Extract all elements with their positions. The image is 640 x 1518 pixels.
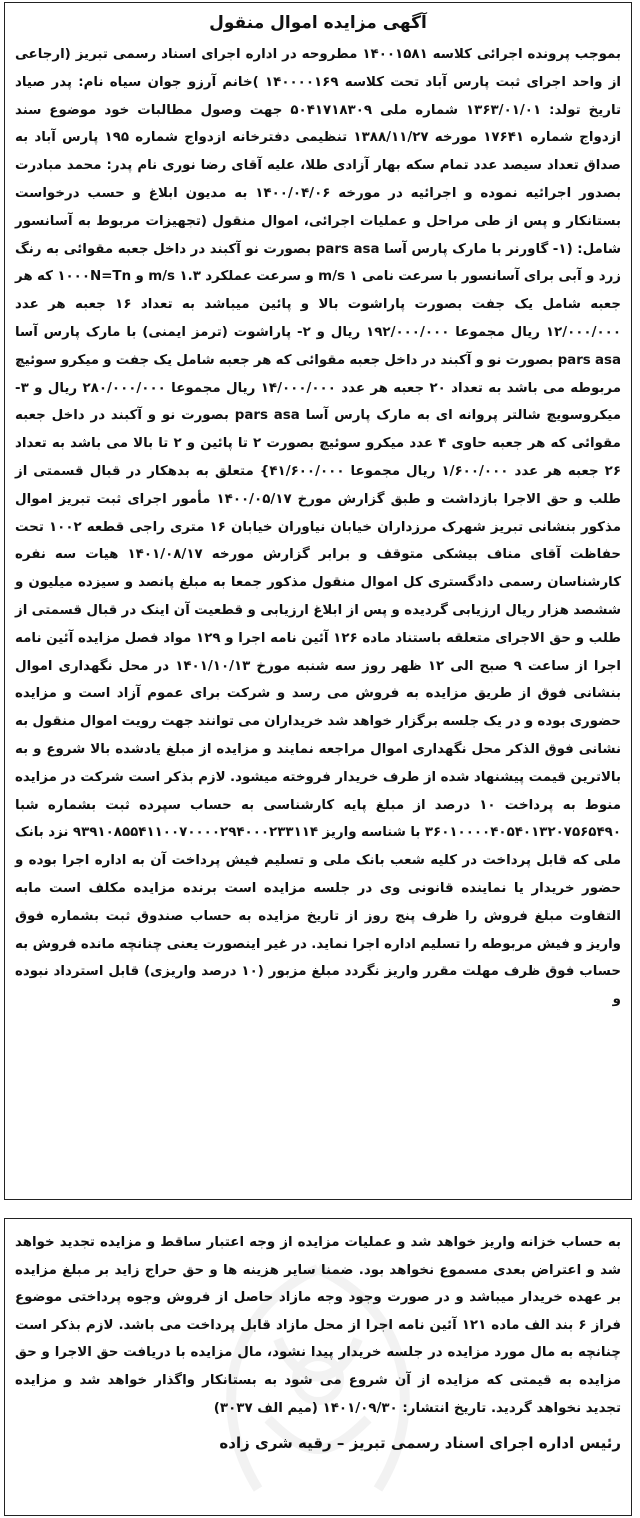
notice-body: بموجب پرونده اجرائی کلاسه ۱۴۰۰۱۵۸۱ مطروحه در اداره اجرای اسناد رسمی تبریز (ارجاعی از واحد اجرای ثبت پارس آباد تحت کلاسه ۱۴۰۰۰۰۱۶۹ )خانم آرزو جوان سیاه نام: پدر صیاد تاریخ تولد: ۱۳۶۳/۰۱/۰۱ شماره ملی ۵۰۴۱۷۱۸۳۰۹ جهت وصول مطالبات خود موضوع سند ازدواج شماره ۱۷۶۴۱ مورخه ۱۳۸۸/۱۱/۲۷ تنظیمی دفترخانه ازدواج شماره ۱۹۵ پارس آباد به صداق تعداد سیصد عدد تمام سکه بهار آزادی طلا، علیه آقای رضا نوری نام پدر: محمد مبادرت بصدور اجرائیه نموده و اجرائیه در مورخه ۱۴۰۰/۰۴/۰۶ به مدیون ابلاغ و حسب درخواست بستانکار و پس از طی مراحل و عملیات اجرائی، اموال منقول (تجهیزات مربوط به آسانسور شامل: (۱- گاورنر با مارک پارس آسا pars asa بصورت نو آکبند در داخل جعبه مقوائی به رنگ زرد و آبی برای آسانسور با سرعت نامی ۱ m/s و سرعت عملکرد ۱.۳ m/s و ۱۰۰۰N=Tn که هر جعبه شامل یک جفت بصورت پاراشوت بالا و پائین میباشد به تعداد ۱۶ جعبه هر عدد ۱۲/۰۰۰/۰۰۰ ریال مجموعا ۱۹۲/۰۰۰/۰۰۰ ریال و ۲- پاراشوت (ترمز ایمنی) با مارک پارس آسا pars asa بصورت نو و آکبند در داخل جعبه مقوائی که هر جعبه شامل یک جفت و میکرو سوئیچ مربوطه می باشد به تعداد ۲۰ جعبه هر عدد ۱۴/۰۰۰/۰۰۰ ریال مجموعا ۲۸۰/۰۰۰/۰۰۰ ریال و ۳- میکروسویچ شالتر پروانه ای به مارک پارس آسا pars asa بصورت نو و آکبند در داخل جعبه مقوائی که هر جعبه حاوی ۴ عدد میکرو سوئیچ بصورت ۲ تا پائین و ۲ تا بالا می باشد به تعداد ۲۶ جعبه هر عدد ۱/۶۰۰/۰۰۰ ریال مجموعا ۴۱/۶۰۰/۰۰۰} متعلق به بدهکار در قبال قسمتی از طلب و حق الاجرا بازداشت و طبق گزارش مورخ ۱۴۰۰/۰۵/۱۷ مأمور اجرای ثبت تبریز اموال مذکور بنشانی تبریز شهرک مرزداران خیابان نیاوران خیابان ۱۶ متری راجی قطعه ۱۰۰۲ تحت حفاظت آقای مناف بیشکی متوقف و برابر گزارش مورخه ۱۴۰۱/۰۸/۱۷ هیات سه نفره کارشناسان رسمی دادگستری کل اموال منقول مذکور جمعا به مبلغ پانصد و سیزده میلیون و ششصد هزار ریال ارزیابی گردیده و پس از ابلاغ ارزیابی و قطعیت آن اینک در قبال قسمتی از طلب و حق الاجرای متعلقه باستناد ماده ۱۲۶ آئین نامه اجرا و ۱۲۹ مواد فصل مزایده آئین نامه اجرا از ساعت ۹ صبح الی ۱۲ ظهر روز سه شنبه مورخ ۱۴۰۱/۱۰/۱۳ در محل نگهداری اموال بنشانی فوق از طریق مزایده به فروش می رسد و شرکت برای عموم آزاد است و مزایده حضوری بوده و در یک جلسه برگزار خواهد شد خریداران می توانند جهت رویت اموال منقول به نشانی فوق الذکر محل نگهداری اموال مراجعه نمایند و مزایده از مبلغ یادشده بالا شروع و به بالاترین قیمت پیشنهاد شده از طرف خریدار فروخته میشود. لازم بذکر است شرکت در مزایده منوط به پرداخت ۱۰ درصد از مبلغ پایه کارشناسی به حساب سپرده ثبت بشماره شبا ۳۶۰۱۰۰۰۰۴۰۵۴۰۱۳۲۰۷۵۶۵۴۹۰ با شناسه واریز ۹۳۹۱۰۸۵۵۴۱۱۰۰۷۰۰۰۰۲۹۴۰۰۰۲۳۳۱۱۴ نزد بانک ملی که قابل پرداخت در کلیه شعب بانک ملی و تسلیم فیش پرداخت آن به اداره اجرا بوده و حضور خریدار یا نماینده قانونی وی در جلسه مزایده است برنده مزایده مکلف است مابه التفاوت مبلغ فروش را ظرف پنج روز از تاریخ مزایده به حساب صندوق ثبت بشماره فوق واریز و فیش مربوطه را تسلیم اداره اجرا نماید. در غیر اینصورت یعنی چنانچه مانده فروش به حساب فوق ظرف مهلت مقرر واریز نگردد مبلغ مزبور (۱۰ درصد واریزی) قابل استرداد نبوده و [15,47,622,1008]
auction-notice-box [4,2,632,1200]
notice-title: آگهی مزایده اموال منقول [209,13,427,33]
notice-continuation-box [4,1218,632,1516]
continuation-body: به حساب خزانه واریز خواهد شد و عملیات مزایده از وجه اعتبار ساقط و مزایده تجدید خواهد شد و اعتراض بعدی مسموع نخواهد بود. ضمنا سایر هزینه ها و حق حراج زاید بر مبلغ مزایده بر عهده خریدار میباشد و در صورت وجود وجه مازاد حاصل از فروش وجوه پرداختی موضوع فراز ۶ بند الف ماده ۱۲۱ آئین نامه اجرا از محل مازاد قابل پرداخت می باشد. لازم بذکر است چنانچه به مال مورد مزایده در جلسه خریدار پیدا نشود، مال مزایده با دریافت حق الاجرا و حق مزایده به قیمتی که مزایده از آن شروع می شود به بستانکار واگذار خواهد شد و مزایده تجدید نخواهد گردید. تاریخ انتشار: ۱۴۰۱/۰۹/۳۰ (میم الف ۳۰۳۷) [15,1235,621,1416]
signature-line: رئیس اداره اجرای اسناد رسمی تبریز – رقیه شری زاده [219,1434,621,1453]
